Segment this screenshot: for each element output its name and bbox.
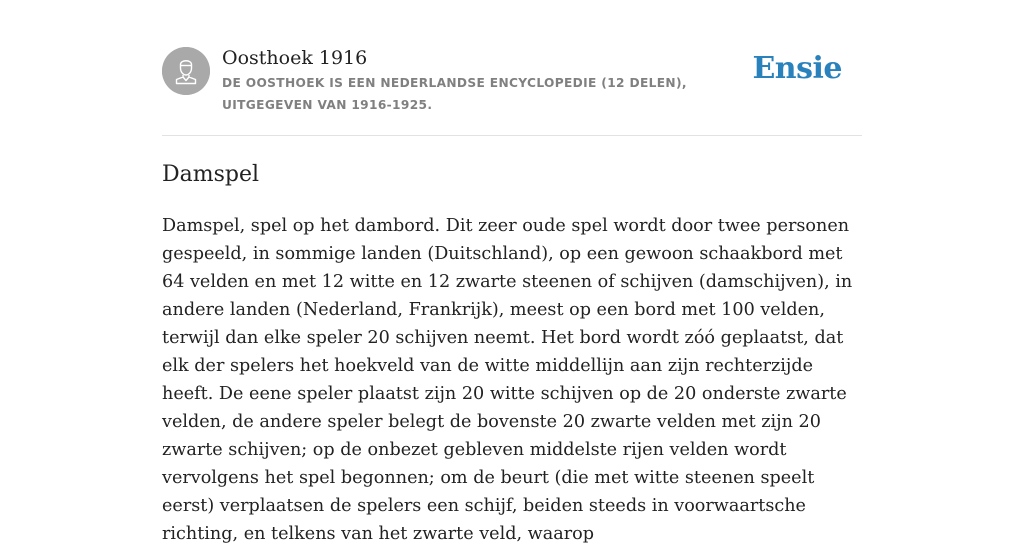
user-avatar-icon[interactable] [162, 47, 210, 95]
source-title[interactable]: Oosthoek 1916 [222, 47, 368, 69]
source-header [162, 44, 862, 136]
article-title: Damspel [162, 162, 260, 187]
source-description: DE OOSTHOEK IS EEN NEDERLANDSE ENCYCLOPEDIE (12 DELEN), UITGEGEVEN VAN 1916-1925. [222, 76, 687, 112]
article-body: Damspel, spel op het dambord. Dit zeer oude spel wordt door twee personen gespeeld, in sommige landen (Duitschland), op een gewoon schaakbord met 64 velden en met 12 witte en 12 zwarte steenen of schijven (damschijven), in andere landen (Nederland, Frankrijk), meest op een bord met 100 velden, terwijl dan elke speler 20 schijven neemt. Het bord wordt zóó geplaatst, dat elk der spelers het hoekveld van de witte middellijn aan zijn rechterzijde heeft. De eene speler plaatst zijn 20 witte schijven op de 20 onderste zwarte velden, de andere speler belegt de bovenste 20 zwarte velden met zijn 20 zwarte schijven; op de onbezet gebleven middelste rijen velden wordt vervolgens het spel begonnen; om de beurt (die met witte steenen speelt eerst) verplaatsen de spelers een schijf, beiden steeds in voorwaartsche richting, en telkens van het zwarte veld, waarop [162, 216, 853, 544]
header-divider [162, 135, 862, 136]
ensie-logo[interactable]: Ensie [752, 51, 842, 86]
